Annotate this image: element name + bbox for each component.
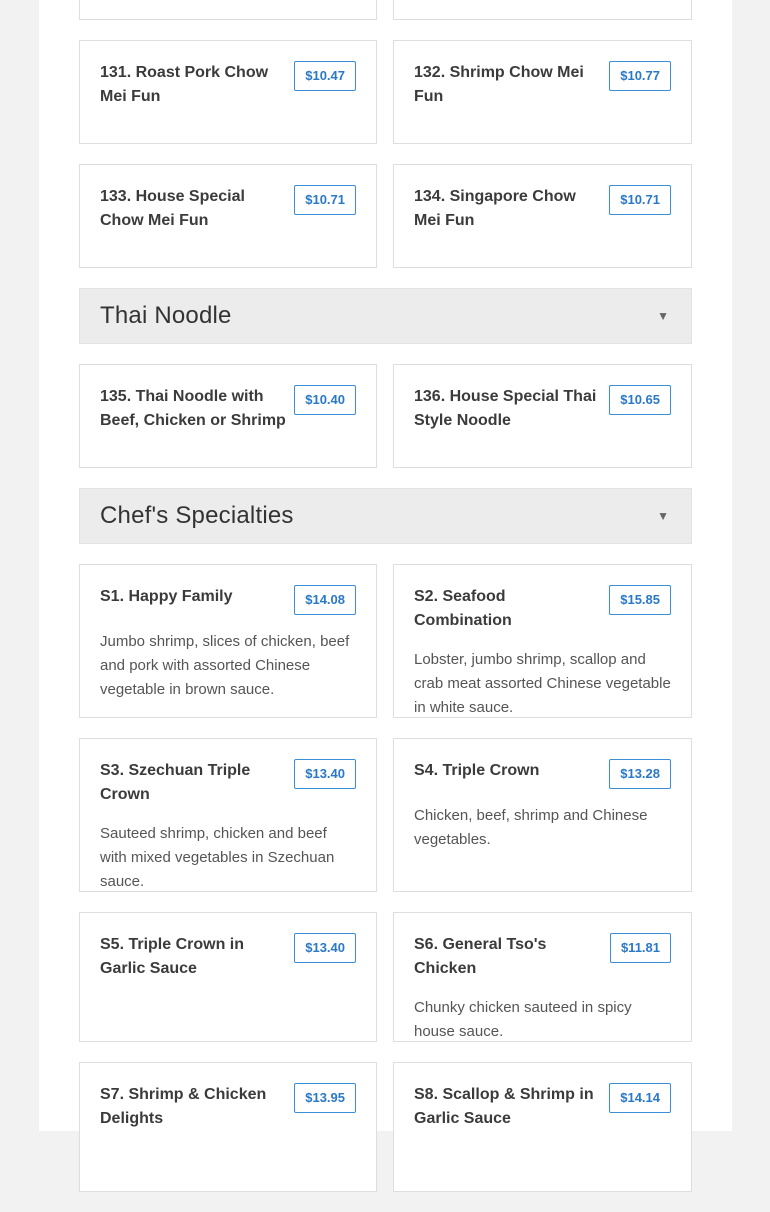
price-button[interactable]: $13.95 [294, 1083, 356, 1113]
item-name: 136. House Special Thai Style Noodle [414, 388, 597, 429]
item-name: 133. House Special Chow Mei Fun [100, 188, 245, 229]
menu-item-card[interactable] [393, 0, 692, 20]
item-description: Chicken, beef, shrimp and Chinese vegetables. [414, 807, 648, 848]
price-button[interactable]: $14.14 [609, 1083, 671, 1113]
menu-item-card[interactable] [79, 738, 377, 892]
menu-item-card[interactable] [393, 164, 692, 268]
menu-item-card[interactable] [79, 164, 377, 268]
section-title: Thai Noodle [100, 302, 232, 329]
item-description: Chunky chicken sauteed in spicy house sauce. [414, 999, 632, 1040]
menu-item-card[interactable] [79, 912, 377, 1042]
price-button[interactable]: $10.40 [294, 385, 356, 415]
item-name: S8. Scallop & Shrimp in Garlic Sauce [414, 1086, 594, 1127]
price-button[interactable]: $10.65 [609, 385, 671, 415]
item-description: Lobster, jumbo shrimp, scallop and crab meat assorted Chinese vegetable in white sauce. [414, 651, 671, 716]
price-button[interactable]: $10.77 [609, 61, 671, 91]
price-button[interactable]: $14.08 [294, 585, 356, 615]
menu-content [79, 0, 692, 1212]
price-button[interactable]: $13.40 [294, 933, 356, 963]
menu-item-card[interactable] [79, 40, 377, 144]
item-name: S7. Shrimp & Chicken Delights [100, 1086, 267, 1127]
menu-grid-top [79, 0, 692, 20]
section-title: Chef's Specialties [100, 502, 294, 529]
menu-grid-chow-mei-fun [79, 40, 692, 268]
item-name: 135. Thai Noodle with Beef, Chicken or Shrimp [100, 388, 286, 429]
menu-item-card[interactable] [393, 738, 692, 892]
price-button[interactable]: $11.81 [610, 933, 671, 963]
item-description: Jumbo shrimp, slices of chicken, beef and pork with assorted Chinese vegetable in brown sauce. [100, 633, 350, 698]
menu-item-card[interactable] [393, 912, 692, 1042]
menu-item-card[interactable] [79, 0, 377, 20]
item-name: S3. Szechuan Triple Crown [100, 762, 251, 803]
item-name: S1. Happy Family [100, 588, 233, 605]
item-description: Sauteed shrimp, chicken and beef with mixed vegetables in Szechuan sauce. [100, 825, 335, 890]
menu-item-card[interactable] [393, 564, 692, 718]
price-button[interactable]: $13.40 [294, 759, 356, 789]
item-name: S6. General Tso's Chicken [414, 936, 547, 977]
item-name: 132. Shrimp Chow Mei Fun [414, 64, 584, 105]
menu-page [39, 0, 732, 1131]
section-header-thai-noodle[interactable] [79, 288, 692, 344]
price-button[interactable]: $13.28 [609, 759, 671, 789]
price-button[interactable]: $15.85 [609, 585, 671, 615]
price-button[interactable]: $10.71 [609, 185, 671, 215]
menu-item-card[interactable] [79, 564, 377, 718]
menu-item-card[interactable] [393, 40, 692, 144]
menu-item-card[interactable] [393, 1062, 692, 1192]
chevron-down-icon[interactable]: ▼ [657, 509, 669, 523]
menu-item-card[interactable] [79, 364, 377, 468]
chevron-down-icon[interactable]: ▼ [657, 309, 669, 323]
price-button[interactable]: $10.47 [294, 61, 356, 91]
item-name: 131. Roast Pork Chow Mei Fun [100, 64, 269, 105]
price-button[interactable]: $10.71 [294, 185, 356, 215]
menu-item-card[interactable] [79, 1062, 377, 1192]
section-header-chefs-specialties[interactable] [79, 488, 692, 544]
item-name: 134. Singapore Chow Mei Fun [414, 188, 576, 229]
item-name: S5. Triple Crown in Garlic Sauce [100, 936, 245, 977]
menu-grid-thai-noodle [79, 364, 692, 468]
item-name: S4. Triple Crown [414, 762, 540, 779]
menu-grid-chefs-specialties [79, 564, 692, 1192]
item-name: S2. Seafood Combination [414, 588, 512, 629]
menu-item-card[interactable] [393, 364, 692, 468]
